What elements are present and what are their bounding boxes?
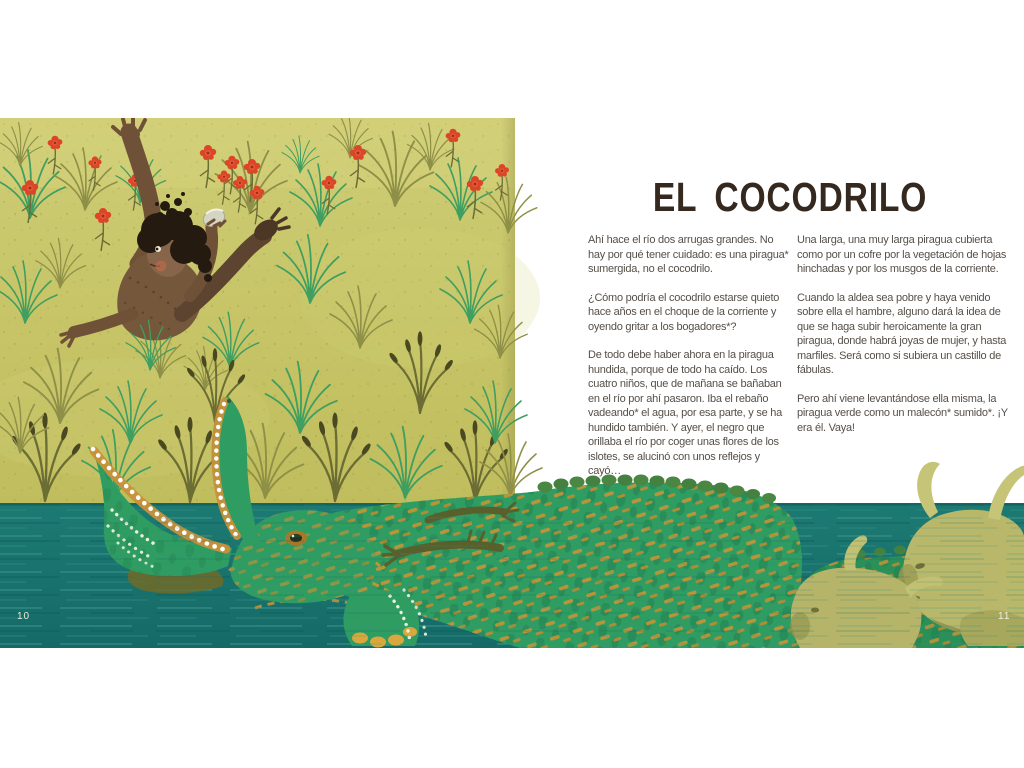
text-column-right bbox=[797, 233, 1008, 449]
paragraph: Ahí hace el río dos arrugas grandes. No hay por qué tener cuidado: es una piragua* sumergida, no el cocodrilo. bbox=[588, 234, 789, 275]
chapter-title: EL COCODRILO bbox=[652, 174, 928, 220]
page-number-right: 11 bbox=[998, 611, 1011, 622]
page-number-left: 10 bbox=[17, 611, 31, 622]
paragraph: Pero ahí viene levantándose ella misma, la piragua verde como un malecón* sumido*. ¡Y era él. Vaya! bbox=[797, 392, 1008, 434]
nostril bbox=[227, 399, 231, 403]
paragraph: ¿Cómo podría el cocodrilo estarse quieto hace años en el choque de la corriente y oyendo gritar a los bogadores*? bbox=[588, 291, 780, 333]
paragraph: Una larga, una muy larga piragua cubierta como por un cofre por la vegetación de hojas hinchadas y por los musgos de la corriente. bbox=[797, 234, 1007, 275]
paragraph: Cuando la aldea sea pobre y haya venido sobre ella el hambre, alguno dará la idea de que se haga subir heroicamente la gran piragua, donde habrá joyas de mujer, y hasta marfiles. Será como si subiera un castillo de fábulas. bbox=[797, 291, 1007, 376]
water-streak-overlay bbox=[0, 514, 1024, 648]
text-column-left bbox=[588, 233, 792, 493]
paragraph: De todo debe haber ahora en la piragua hundida, porque de todo ha caído. Los cuatro niños, que de mañana se bañaban en el río por ahí pasaron. Iba el rebaño vadeando* el agua, por esa parte, y se ha hundido también. Y ayer, el negro que orillaba el río por coger unas flores de los islotes, se alucinó con unos reflejos y cayó… bbox=[588, 349, 783, 477]
